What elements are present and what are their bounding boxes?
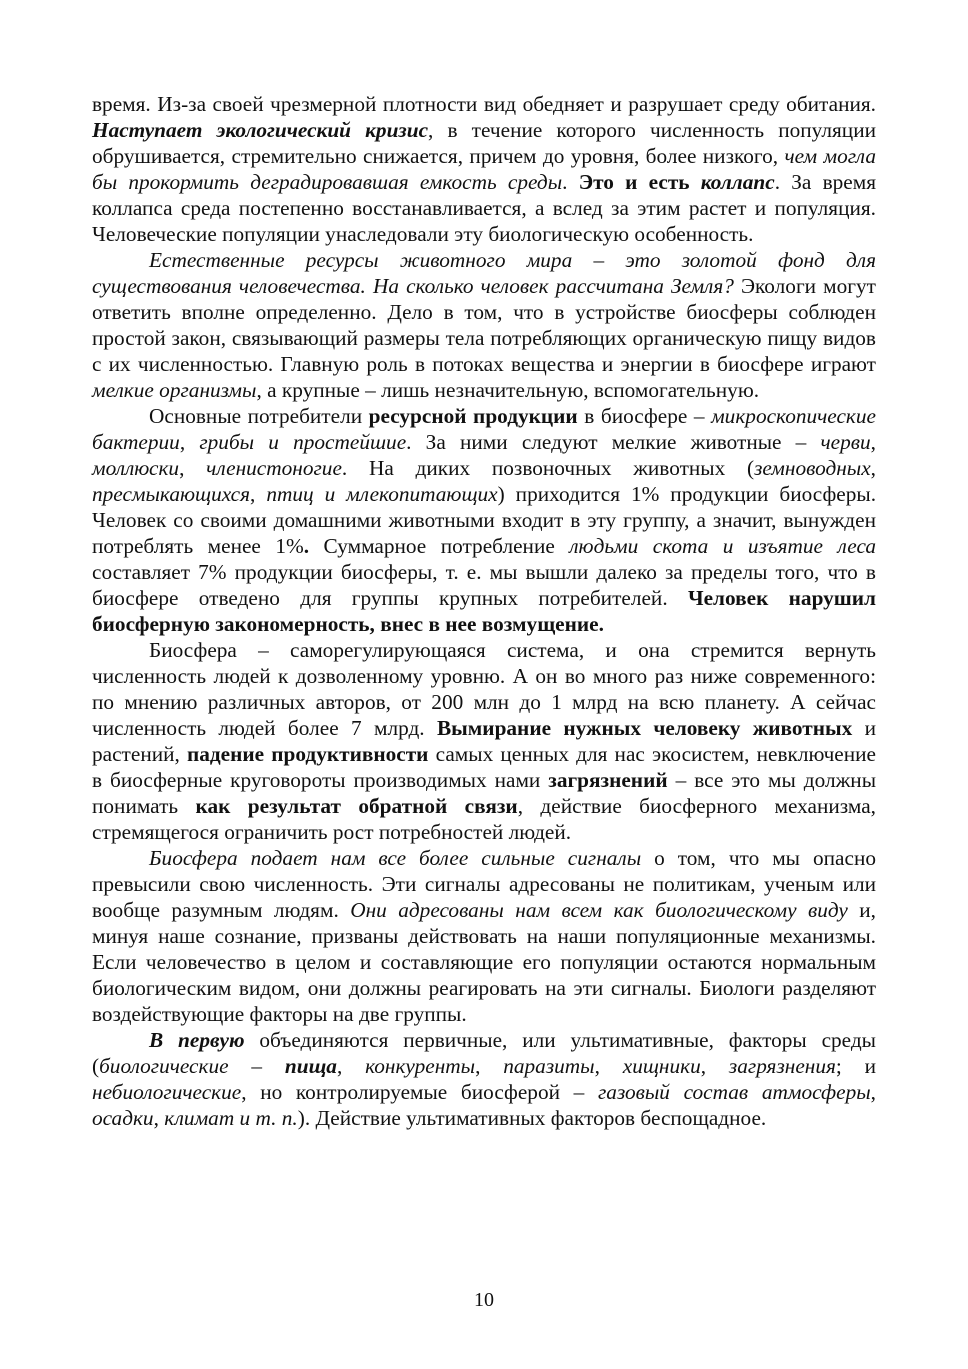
- text-run: – все это мы должны понимать: [92, 768, 877, 818]
- text-run: ,: [870, 456, 876, 480]
- text-run: в биосфере –: [577, 404, 712, 428]
- text-run: пища: [284, 1054, 337, 1078]
- text-run: падение продуктивности: [186, 742, 429, 766]
- text-run: объединяются первичные, или ультимативные, факторы среды (: [92, 1028, 876, 1078]
- text-run: Человек нарушил биосферную закономерность, внес в нее возмущение.: [92, 586, 876, 636]
- paragraph: [92, 1027, 876, 1131]
- text-run: птиц и млекопитающих: [266, 482, 498, 506]
- text-run: грибы и простейшие: [199, 430, 407, 454]
- text-run: Биосфера – саморегулирующаяся система, и она стремится вернуть численность людей к дозволенному уровню. А он во много раз ниже современного: по мнению различных авторов, от 200 млн до 1 млрд на всю планету. А сейчас численность людей более 7 млрд.: [92, 638, 876, 740]
- text-run: время. Из-за своей чрезмерной плотности вид обедняет и разрушает среду обитания.: [92, 92, 876, 116]
- text-run: составляет 7% продукции биосферы, т. е. мы вышли далеко за пределы того, что в биосфере отведено для группы крупных потребителей.: [92, 560, 876, 610]
- text-run: ). Действие ультимативных факторов беспощадное.: [297, 1106, 767, 1130]
- text-run: ,: [594, 1054, 623, 1078]
- text-run: ,: [475, 1054, 504, 1078]
- text-run: черви: [820, 430, 871, 454]
- text-run: самых ценных для нас экосистем, невключение в биосферные круговороты производимых нами: [92, 742, 876, 792]
- text-run: коллапс: [700, 170, 775, 194]
- text-run: о том, что мы опасно превысили свою численность. Эти сигналы адресованы не политикам, ученым или вообще разумным людям.: [92, 846, 876, 922]
- text-run: ; и: [835, 1054, 877, 1078]
- text-run: Основные потребители: [149, 404, 369, 428]
- text-run: ) приходится 1% продукции биосферы. Человек со своими домашними животными входит в эту группу, а значит, вынужден потреблять менее 1%: [92, 482, 877, 558]
- text-run: Наступает экологический кризис: [92, 118, 429, 142]
- text-run: ,: [179, 430, 200, 454]
- text-run: , действие биосферного механизма, стремящегося ограничить рост потребностей людей.: [92, 794, 876, 844]
- text-run: и растений,: [92, 716, 876, 766]
- text-run: ,: [870, 430, 876, 454]
- text-run: Суммарное потребление: [309, 534, 570, 558]
- text-run: Экологи могут ответить вполне определенно. Дело в том, что в устройстве биосферы соблюден простой закон, связывающий размеры тела потребляющих органическую пищу видов с их численностью. Главную роль в потоках вещества и энергии в биосфере играют: [92, 274, 876, 376]
- text-run: Вымирание нужных человеку животных: [436, 716, 853, 740]
- text-run: микроскопические бактерии: [92, 404, 876, 454]
- text-run: Они адресованы нам всем как биологическому виду: [350, 898, 848, 922]
- text-run: земноводных: [754, 456, 871, 480]
- text-run: В первую: [149, 1028, 245, 1052]
- text-run: . За ними следуют мелкие животные –: [406, 430, 821, 454]
- paragraph: [92, 247, 876, 403]
- text-run: ,: [336, 1054, 366, 1078]
- text-run: моллюски: [92, 456, 180, 480]
- text-run: Биосфера подает нам все более сильные сигналы: [149, 846, 642, 870]
- document-body: [92, 91, 876, 1131]
- text-run: .: [303, 534, 310, 558]
- paragraph: [92, 637, 876, 845]
- text-run: как результат обратной связи: [195, 794, 518, 818]
- text-run: людьми скота и изъятие леса: [569, 534, 876, 558]
- text-run: загрязнения: [728, 1054, 836, 1078]
- text-run: , а крупные – лишь незначительную, вспомогательную.: [256, 378, 760, 402]
- paragraph: [92, 845, 876, 1027]
- paragraph: [92, 403, 876, 637]
- text-run: –: [228, 1054, 285, 1078]
- text-run: Естественные ресурсы животного мира – это золотой фонд для существования человечества. На сколько человек рассчитана Земля?: [92, 248, 876, 298]
- text-run: ,: [179, 456, 207, 480]
- text-run: загрязнений: [548, 768, 668, 792]
- text-run: . На диких позвоночных животных (: [341, 456, 755, 480]
- text-run: ,: [870, 1080, 876, 1104]
- text-run: ,: [250, 482, 267, 506]
- text-run: хищники: [622, 1054, 701, 1078]
- text-run: паразиты: [503, 1054, 595, 1078]
- text-run: конкуренты: [365, 1054, 476, 1078]
- text-run: , в течение которого численность популяции обрушивается, стремительно снижается, причем до уровня, более низкого,: [92, 118, 876, 168]
- text-run: и, минуя наше сознание, призваны действовать на наши популяционные механизмы. Если человечество в целом и составляющие его популяции остаются нормальным биологическим видом, они должны реагировать на эти сигналы. Биологи разделяют воздействующие факторы на две группы.: [92, 898, 876, 1026]
- text-run: небиологические: [92, 1080, 242, 1104]
- text-run: ,: [153, 1106, 165, 1130]
- text-run: климат и т. п.: [164, 1106, 298, 1130]
- text-run: членистоногие: [206, 456, 342, 480]
- text-run: осадки: [92, 1106, 154, 1130]
- text-run: биологические: [99, 1054, 229, 1078]
- paragraph: [92, 91, 876, 247]
- text-run: газовый состав атмосферы: [597, 1080, 871, 1104]
- text-run: чем могла бы прокормить деградировавшая емкость среды: [92, 144, 876, 194]
- text-run: . За время коллапса среда постепенно восстанавливается, а вслед за этим растет и популяция. Человеческие популяции унаследовали эту биологическую особенность.: [92, 170, 876, 246]
- text-run: , но контролируемые биосферой –: [241, 1080, 598, 1104]
- text-run: .: [562, 170, 579, 194]
- text-run: пресмыкающихся: [92, 482, 251, 506]
- text-run: ресурсной продукции: [368, 404, 578, 428]
- text-run: ,: [700, 1054, 729, 1078]
- page-number: 10: [474, 1289, 494, 1311]
- text-run: Это и есть: [578, 170, 701, 194]
- text-run: мелкие организмы: [92, 378, 257, 402]
